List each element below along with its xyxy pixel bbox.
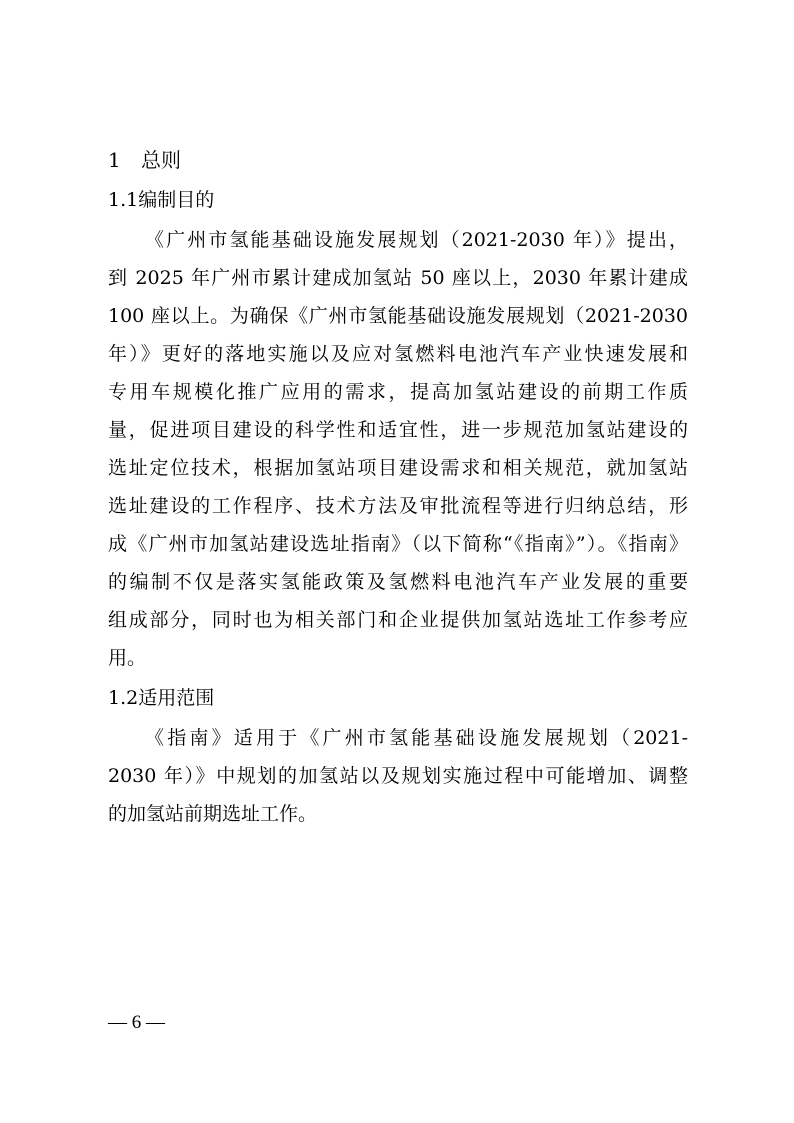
section-heading-1 bbox=[108, 148, 181, 172]
paragraph-line: 专用车规模化推广应用的需求，提高加氢站建设的前期工作质 bbox=[108, 381, 688, 403]
paragraph-line: 用。 bbox=[108, 647, 147, 669]
subsection-heading-1-1: 1.1编制目的 bbox=[108, 189, 215, 211]
paragraph-line: 组成部分，同时也为相关部门和企业提供加氢站选址工作参考应 bbox=[108, 609, 688, 631]
subsection-heading-1-2: 1.2适用范围 bbox=[108, 687, 215, 709]
paragraph-line: 的加氢站前期选址工作。 bbox=[108, 803, 318, 825]
paragraph-line: 年）》更好的落地实施以及应对氢燃料电池汽车产业快速发展和 bbox=[108, 343, 688, 365]
paragraph-line: 《指南》适用于《广州市氢能基础设施发展规划（2021- bbox=[145, 727, 688, 749]
paragraph-line: 的编制不仅是落实氢能政策及氢燃料电池汽车产业发展的重要 bbox=[108, 571, 688, 593]
paragraph-line: 量，促进项目建设的科学性和适宜性，进一步规范加氢站建设的 bbox=[108, 419, 688, 441]
page-number: — 6 — bbox=[108, 1012, 165, 1033]
paragraph-line: 《广州市氢能基础设施发展规划（2021-2030 年）》提出， bbox=[145, 229, 688, 251]
paragraph-line: 选址定位技术，根据加氢站项目建设需求和相关规范，就加氢站 bbox=[108, 457, 688, 479]
paragraph-line: 到 2025 年广州市累计建成加氢站 50 座以上，2030 年累计建成 bbox=[108, 267, 688, 289]
section-title: 总则 bbox=[141, 148, 181, 172]
section-number: 1 bbox=[108, 148, 121, 172]
paragraph-line: 选址建设的工作程序、技术方法及审批流程等进行归纳总结，形 bbox=[108, 495, 688, 517]
paragraph-line: 100 座以上。为确保《广州市氢能基础设施发展规划（2021-2030 bbox=[108, 305, 688, 327]
paragraph-line: 成《广州市加氢站建设选址指南》（以下简称“《指南》”）。《指南》 bbox=[108, 533, 688, 555]
paragraph-line: 2030 年）》中规划的加氢站以及规划实施过程中可能增加、调整 bbox=[108, 765, 688, 787]
